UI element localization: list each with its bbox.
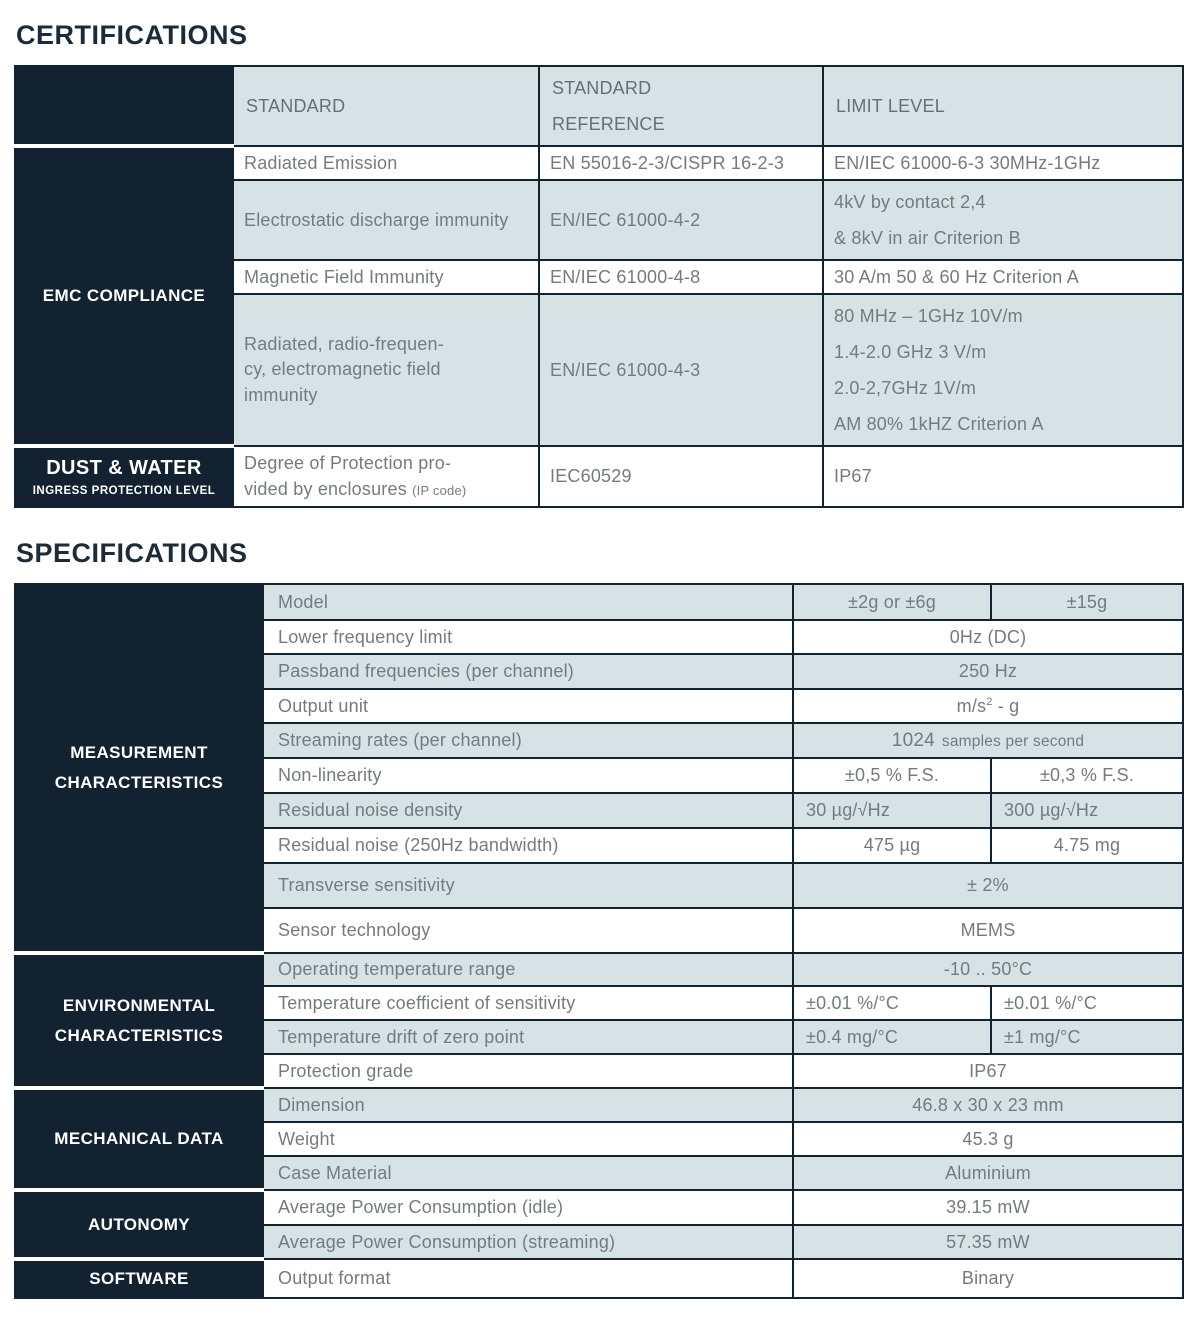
- spec-value-cell: 300 µg/√Hz: [991, 793, 1183, 828]
- specifications-table: [14, 583, 1184, 1299]
- spec-group-software: [15, 1259, 263, 1298]
- spec-value-cell: ±0.4 mg/°C: [793, 1020, 991, 1054]
- cert-header-corner-cell: [15, 66, 233, 146]
- spec-group-environmental: [15, 953, 263, 1088]
- cert-standard-cell: Magnetic Field Immunity: [233, 260, 539, 294]
- table-row: [15, 146, 1183, 180]
- cert-reference-cell: EN/IEC 61000-4-2: [539, 180, 823, 260]
- standard-note: (IP code): [412, 482, 467, 498]
- cert-reference-cell: EN/IEC 61000-4-3: [539, 294, 823, 446]
- spec-value-cell: [793, 689, 1183, 723]
- limit-line: AM 80% 1kHZ Criterion A: [834, 414, 1044, 434]
- spec-property-cell: Average Power Consumption (idle): [263, 1190, 793, 1225]
- unit-text: - g: [992, 695, 1020, 716]
- spec-value-cell: 45.3 g: [793, 1122, 1183, 1156]
- spec-property-cell: Protection grade: [263, 1054, 793, 1088]
- spec-value-cell: 0Hz (DC): [793, 620, 1183, 654]
- cert-group-dust: [15, 446, 233, 507]
- specifications-title: SPECIFICATIONS: [16, 538, 248, 568]
- cert-header-reference-label: STANDARD REFERENCE: [552, 78, 665, 134]
- spec-property-cell: Sensor technology: [263, 908, 793, 953]
- cert-limit-cell: [823, 180, 1183, 260]
- cert-standard-cell: Electrostatic discharge immunity: [233, 180, 539, 260]
- cert-reference-cell: IEC60529: [539, 446, 823, 507]
- spec-group-autonomy: [15, 1190, 263, 1259]
- spec-group-software-label: SOFTWARE: [89, 1269, 189, 1288]
- spec-property-cell: Weight: [263, 1122, 793, 1156]
- standard-line: immunity: [244, 384, 318, 405]
- cert-limit-cell: 30 A/m 50 & 60 Hz Criterion A: [823, 260, 1183, 294]
- spec-group-measurement: [15, 584, 263, 953]
- spec-value-cell: ±1 mg/°C: [991, 1020, 1183, 1054]
- spec-group-environmental-label: ENVIRONMENTAL CHARACTERISTICS: [54, 995, 224, 1045]
- spec-value-cell: ±2g or ±6g: [793, 584, 991, 620]
- spec-value-cell: Binary: [793, 1259, 1183, 1298]
- spec-property-cell: Output unit: [263, 689, 793, 723]
- cert-group-emc: [15, 146, 233, 446]
- spec-property-cell: Average Power Consumption (streaming): [263, 1225, 793, 1259]
- spec-property-cell: Output format: [263, 1259, 793, 1298]
- cert-group-dust-label: DUST & WATER: [46, 457, 202, 479]
- spec-property-cell: Temperature coefficient of sensitivity: [263, 986, 793, 1020]
- limit-line: 2.0-2,7GHz 1V/m: [834, 378, 977, 398]
- spec-property-cell: Case Material: [263, 1156, 793, 1190]
- cert-group-dust-sublabel: INGRESS PROTECTION LEVEL: [32, 485, 216, 497]
- spec-value-cell: 475 µg: [793, 828, 991, 863]
- spec-property-cell: Temperature drift of zero point: [263, 1020, 793, 1054]
- cert-standard-cell: Radiated Emission: [233, 146, 539, 180]
- cert-standard-cell: [233, 294, 539, 446]
- spec-property-cell: Non-linearity: [263, 758, 793, 793]
- spec-value-cell: MEMS: [793, 908, 1183, 953]
- table-row: [15, 1190, 1183, 1225]
- certifications-table: [14, 65, 1184, 508]
- unit-superscript: 2: [986, 695, 993, 708]
- spec-property-cell: Dimension: [263, 1088, 793, 1122]
- cert-group-emc-label: EMC COMPLIANCE: [42, 286, 206, 306]
- table-row: [15, 1088, 1183, 1122]
- spec-value-cell: 30 µg/√Hz: [793, 793, 991, 828]
- streaming-rate-number: 1024: [891, 729, 935, 751]
- cert-limit-cell: EN/IEC 61000-6-3 30MHz-1GHz: [823, 146, 1183, 180]
- limit-line: 1.4-2.0 GHz 3 V/m: [834, 342, 987, 362]
- certifications-title: CERTIFICATIONS: [16, 20, 248, 50]
- spec-value-cell: ±0,3 % F.S.: [991, 758, 1183, 793]
- spec-value-cell: ±0,5 % F.S.: [793, 758, 991, 793]
- table-row: [15, 584, 1183, 620]
- spec-value-cell: IP67: [793, 1054, 1183, 1088]
- standard-line: Radiated, radio-frequen-: [244, 333, 444, 354]
- spec-value-cell: -10 .. 50°C: [793, 953, 1183, 986]
- table-row: [15, 1259, 1183, 1298]
- spec-property-cell: Streaming rates (per channel): [263, 723, 793, 758]
- standard-line-text: vided by enclosures: [244, 478, 407, 499]
- spec-property-cell: Model: [263, 584, 793, 620]
- table-row: [15, 446, 1183, 507]
- streaming-rate-unit: samples per second: [941, 732, 1085, 750]
- spec-value-cell: 250 Hz: [793, 654, 1183, 689]
- cert-header-reference: [539, 66, 823, 146]
- cert-reference-cell: EN 55016-2-3/CISPR 16-2-3: [539, 146, 823, 180]
- spec-group-measurement-label: MEASUREMENT CHARACTERISTICS: [54, 743, 224, 792]
- spec-value-cell: 4.75 mg: [991, 828, 1183, 863]
- limit-line: 80 MHz – 1GHz 10V/m: [834, 306, 1023, 326]
- limit-line: & 8kV in air Criterion B: [834, 228, 1021, 248]
- spec-value-cell: ±15g: [991, 584, 1183, 620]
- spec-value-cell: 57.35 mW: [793, 1225, 1183, 1259]
- spec-property-cell: Transverse sensitivity: [263, 863, 793, 908]
- spec-property-cell: Passband frequencies (per channel): [263, 654, 793, 689]
- cert-header-limit: LIMIT LEVEL: [823, 66, 1183, 146]
- cert-limit-cell: [823, 294, 1183, 446]
- cert-standard-cell: [233, 446, 539, 507]
- spec-property-cell: Residual noise density: [263, 793, 793, 828]
- limit-line: 4kV by contact 2,4: [834, 192, 986, 212]
- spec-property-cell: Operating temperature range: [263, 953, 793, 986]
- standard-line: cy, electromagnetic field: [244, 359, 441, 380]
- spec-group-mechanical: [15, 1088, 263, 1190]
- spec-group-mechanical-label: MECHANICAL DATA: [54, 1129, 224, 1149]
- spec-value-cell: 39.15 mW: [793, 1190, 1183, 1225]
- cert-reference-cell: EN/IEC 61000-4-8: [539, 260, 823, 294]
- standard-line: [244, 477, 528, 503]
- cert-limit-cell: IP67: [823, 446, 1183, 507]
- spec-group-autonomy-label: AUTONOMY: [87, 1214, 191, 1234]
- spec-value-cell: Aluminium: [793, 1156, 1183, 1190]
- spec-value-cell: [793, 723, 1183, 758]
- spec-value-cell: 46.8 x 30 x 23 mm: [793, 1088, 1183, 1122]
- spec-value-cell: ± 2%: [793, 863, 1183, 908]
- spec-value-cell: ±0.01 %/°C: [991, 986, 1183, 1020]
- table-row: [15, 953, 1183, 986]
- cert-header-row: [15, 66, 1183, 146]
- standard-line: Degree of Protection pro-: [244, 452, 452, 473]
- spec-value-cell: ±0.01 %/°C: [793, 986, 991, 1020]
- cert-header-standard: STANDARD: [233, 66, 539, 146]
- spec-property-cell: Residual noise (250Hz bandwidth): [263, 828, 793, 863]
- unit-text: m/s: [956, 695, 987, 716]
- spec-property-cell: Lower frequency limit: [263, 620, 793, 654]
